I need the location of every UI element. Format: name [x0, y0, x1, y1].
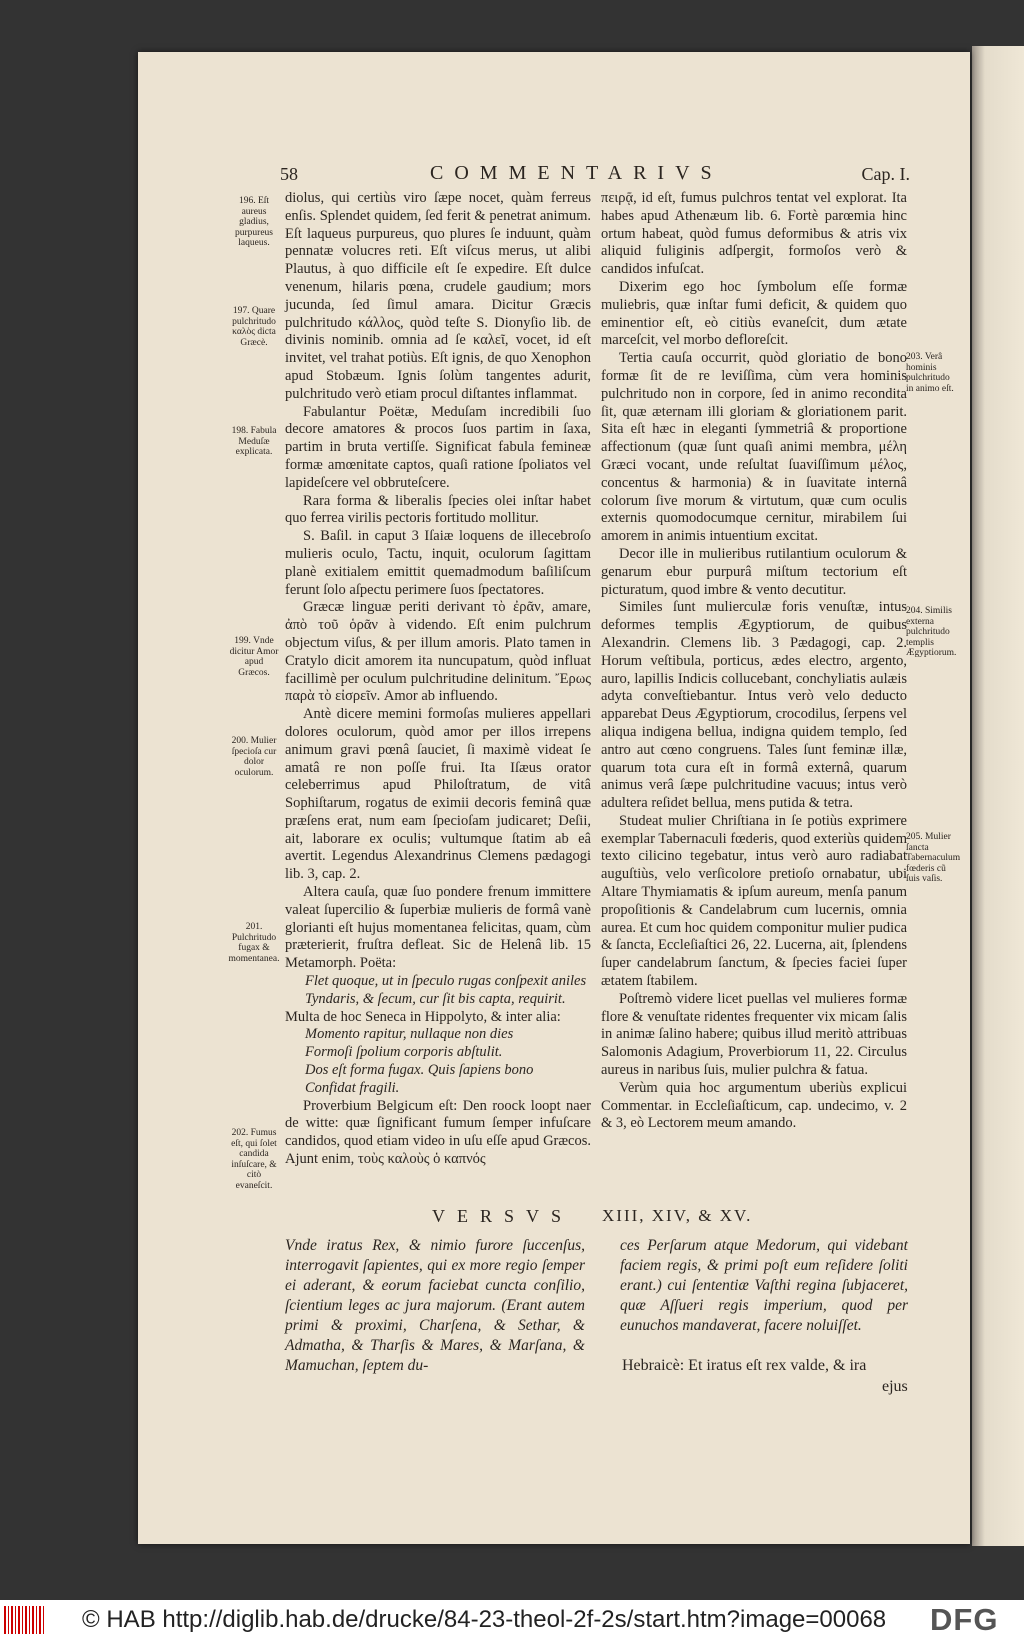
hebraice-line: Hebraicè: Et iratus eſt rex valde, & ira [622, 1357, 867, 1374]
verse-heading: VERSVS [432, 1206, 574, 1226]
margin-note-196: 196. Eſt aureus gladius, purpureus laqueus. [235, 196, 273, 248]
paragraph: Multa de hoc Seneca in Hippolyto, & inter alia: [285, 1008, 561, 1025]
margin-note-203: 203. Verâ hominis pulchritudo in animo eſt. [906, 352, 954, 394]
facing-page-edge [972, 46, 1024, 1546]
right-column [601, 190, 907, 1133]
copyright-url[interactable]: © HAB http://diglib.hab.de/drucke/84-23-theol-2f-2s/start.htm?image=00068 [82, 1606, 887, 1633]
verse-numbers: XIII, XIV, & XV. [602, 1206, 753, 1225]
paragraph: diolus, qui certiùs viro ſæpe nocet, quàm ferreus enſis. Splendet quidem, ſed ferit & penetrat animum. Eſt laqueus purpureus, quo plures ſe induunt, quàm pennatæ volucres reti. Eſt viſcus merus, ut alibi Plautus, à quo difficile eſt ſe expedire. Eſt dulce venenum, hilaris pœna, crudele gaudium; mors jucunda, ſed ſimul amara. Dicitur Græcis pulchritudo κάλλος, quòd teſte S. Dionyſio lib. de divinis nominib. omnia ad ſe καλεῖ, vocet, id eſt invitet, vel trahat potiùs. Eſt ignis, de quo Xenophon apud Stobæum. Ignis ſolùm tangentes adurit, pulchritudo verò etiam procul diſtantes inflammat. [285, 190, 591, 402]
paragraph: Altera cauſa, quæ ſuo pondere frenum immittere valeat ſupercilio & ſuperbiæ mulieris de formâ vanè glorianti eſt hujus momentanea felicitas, quam, cùm præterierit, fruſtra defleat. Sic de Helenâ lib. 15 Metamorph. Poëta: [285, 884, 591, 972]
footer-bar [0, 1600, 1024, 1640]
paragraph: Studeat mulier Chriſtiana in ſe potiùs exprimere exemplar Tabernaculi fœderis, quod exteriùs quidem texto cilicino tegebatur, intus verò auro radiabat auguſtiùs, velo verſicolore pretioſo ornabatur, ubi Altare Thymiamatis & ipſum aureum, menſa panum propoſitionis & Candelabrum cum lucernis, omnia aurea. Et cum hoc quidem componitur mulier pudica & ſancta, Eccleſiaſtici 26, 22. Lucerna, ait, ſplendens ſuper candelabrum ſanctum, & ſpecies faciei ſuper ætatem ſtabilem. [601, 812, 908, 990]
verse-line: Momento rapitur, nullaque non dies [305, 1026, 514, 1043]
verse-line: Tyndaris, & ſecum, cur ſit bis capta, requirit. [305, 990, 566, 1007]
paragraph: Similes ſunt mulierculæ foris venuſtæ, intus deformes templis Ægyptiorum, de quibus Alexandrin. Clemens lib. 3 Pædagogi, cap. 2. Horum veſtibula, porticus, ædes electro, argento, auro, lapillis Indicis collucebant, conchyliatis aulæis adyta conveſtiebantur. Intus verò velo deducto apparebat Deus Ægyptiorum, crocodilus, ſerpens vel aliqua indigena bellua, indigna quidem templo, ſed antro aut cœno congruens. Tales ſunt feminæ illæ, quarum tota cura eſt in formâ externâ, quarum animus verâ ſæpe pulchritudine vacuus; intus verò adultera reſidet bellua, mens putida & tetra. [601, 599, 907, 812]
margin-note-205: 205. Mulier ſancta Tabernaculum fœderis cũ ſuis vaſis. [906, 832, 961, 884]
paragraph: πειρᾷ, id eſt, fumus pulchros tentat vel explorat. Ita habes apud Athenæum lib. 6. Fortè parœmia hinc ortum habeat, quòd fumus deformibus & atris vix aliquid fuliginis adſpergit, formoſos verò & candidos infuſcat. [601, 190, 907, 278]
paragraph: Fabulantur Poëtæ, Meduſam incredibili ſuo decore amatores & procos ſuos partim in ſaxa, partim in bruta vertiſſe. Significat fabula femineæ formæ amœnitate captos, quaſi ratione ſpoliatos vel lapideſcere vel obbruteſcere. [285, 403, 591, 491]
paragraph: S. Baſil. in caput 3 Iſaiæ loquens de illecebroſo mulieris oculo, Tactu, inquit, oculorum ſagittam planè exitialem emittit quemadmodum baſiliſcum ferunt ſolo aſpectu perimere ſuos ſpectatores. [285, 528, 591, 598]
margin-note-198: 198. Fabula Meduſæ explicata. [231, 426, 277, 457]
left-column [285, 190, 591, 1169]
verse-line: Confidat fragili. [305, 1079, 400, 1096]
barcode-icon [4, 1606, 44, 1634]
verse-line: Dos eſt forma fugax. Quis ſapiens bono [305, 1062, 534, 1079]
running-head [280, 164, 910, 188]
margin-note-200: 200. Mulier ſpecioſa cur dolor oculorum. [231, 736, 277, 778]
chapter-label: Cap. I. [861, 164, 910, 184]
scripture-text-right: ces Perſarum atque Medorum, qui videbant faciem regis, & primi poſt eum reſidere ſoliti erant.) cui ſententiæ Vaſthi regina ſubjaceret, quæ Aſſueri regis imperium, quod per eunuchos mandaverat, facere noluiſſet. [620, 1237, 908, 1334]
paragraph: Proverbium Belgicum eſt: Den roock loopt naer de witte: quæ ſignificant fumum ſemper infuſcare candidos, quod etiam video in uſu eſſe apud Græcos. Ajunt enim, τοὺς καλοὺς ὁ καπνός [285, 1097, 591, 1168]
verse-line: Formoſi ſpolium corporis abſtulit. [305, 1044, 503, 1061]
dfg-logo: DFG [930, 1602, 999, 1637]
paragraph: Græcæ linguæ periti derivant τὸ ἐρᾶν, amare, ἀπὸ τοῦ ὁρᾶν à videndo. Eſt enim pulchrum objectum viſus, & per illum amoris. Plato tamen in Cratylo dicit amorem ita nuncupatum, quòd influat facillimè per oculum pulchritudine delinitum. Ἔρως παρὰ τὸ εἰσρεῖν. Amor ab influendo. [285, 599, 591, 705]
margin-note-204: 204. Similis externa pulchritudo templis Ægyptiorum. [906, 606, 957, 658]
paragraph: Rara forma & liberalis ſpecies olei inſtar habet quo ferrea virilis pectoris fortitudo mollitur. [285, 492, 591, 527]
running-title: COMMENTARIVS [430, 162, 723, 184]
catchword: ejus [882, 1378, 908, 1395]
paragraph: Verùm quia hoc argumentum uberiùs explicui Commentar. in Eccleſiaſticum, cap. undecimo, v. 2 & 3, eò Lectorem meum amando. [601, 1079, 907, 1132]
page-number: 58 [280, 164, 298, 184]
paragraph: Poſtremò videre licet puellas vel mulieres formæ flore & venuſtate ridentes frequenter vix micam ſalis in animæ ſalino habere; quibus illud meritò attribuas Salomonis Adagium, Proverbiorum 11, 22. Circulus aureus in naribus ſuis, mulier pulchra & fatua. [601, 990, 907, 1079]
scripture-text-left: Vnde iratus Rex, & nimio furore ſuccenſus, interrogavit ſapientes, qui ex more regio ſemper ei aderant, & eorum faciebat cuncta conſilio, ſcientium leges ac jura majorum. (Erant autem primi & proximi, Charſena, & Sethar, & Admatha, & Tharſis & Mares, & Marſana, & Mamuchan, ſeptem du- [285, 1237, 585, 1374]
paragraph: Antè dicere memini formoſas mulieres appellari dolores oculorum, quòd amor per illos irrepens animum gravi pœnâ ſauciet, ſi maximè videat ſe amatâ re non poſſe frui. Ita Iſæus orator celeberrimus apud Philoſtratum, de vitâ Sophiſtarum, rogatus de eximii decoris feminâ quæ præſens erat, num eam ſpecioſam judicaret; Deſii, ait, laborare ex oculis; vultumque ſtatim ab eâ avertit. Legendus Alexandrinus Clemens pædagogi lib. 3, cap. 2. [285, 706, 591, 883]
verse-line: Flet quoque, ut in ſpeculo rugas conſpexit aniles [305, 973, 587, 990]
paragraph: Dixerim ego hoc ſymbolum eſſe formæ muliebris, quæ inſtar fumi deficit, & quidem quo eminentior eſt, eò citiùs evaneſcit, dum ætate marceſcit, vel morbo defloreſcit. [601, 278, 907, 349]
margin-note-197: 197. Quare pulchritudo καλὸς dicta Græcè. [232, 306, 276, 348]
margin-note-199: 199. Vnde dicitur Amor apud Græcos. [229, 636, 279, 678]
paragraph: Decor ille in mulieribus rutilantium oculorum & genarum ebur purpurâ miſtum tectorium eſt picturatum, quod imbre & vento decutitur. [601, 545, 907, 598]
margin-note-201: 201. Pulchritudo fugax & momentanea. [228, 922, 280, 964]
paragraph: Tertia cauſa occurrit, quòd gloriatio de bono formæ ſit de re leviſſima, cùm vera hominis pulchritudo non in corpore, ſed in animo recondita ſit, quæ æternam illi gloriam & gloriationem parit. Sita eſt hæc in eleganti ſymmetriâ & proportione affectionum (quæ ſunt quaſi animi membra, μέλη Græci vocant, unde reſultat ſuaviſſimum μέλος, concentus & harmonia) & in ſuavitate internâ colorum ſive morum & virtutum, quæ cum oculis externis quomodocumque cernitur, mirabilem ſui amorem in animis intuentium excitat. [601, 350, 907, 545]
margin-note-202: 202. Fumus eſt, qui ſolet candida inſuſcare, & citò evaneſcit. [231, 1128, 277, 1191]
